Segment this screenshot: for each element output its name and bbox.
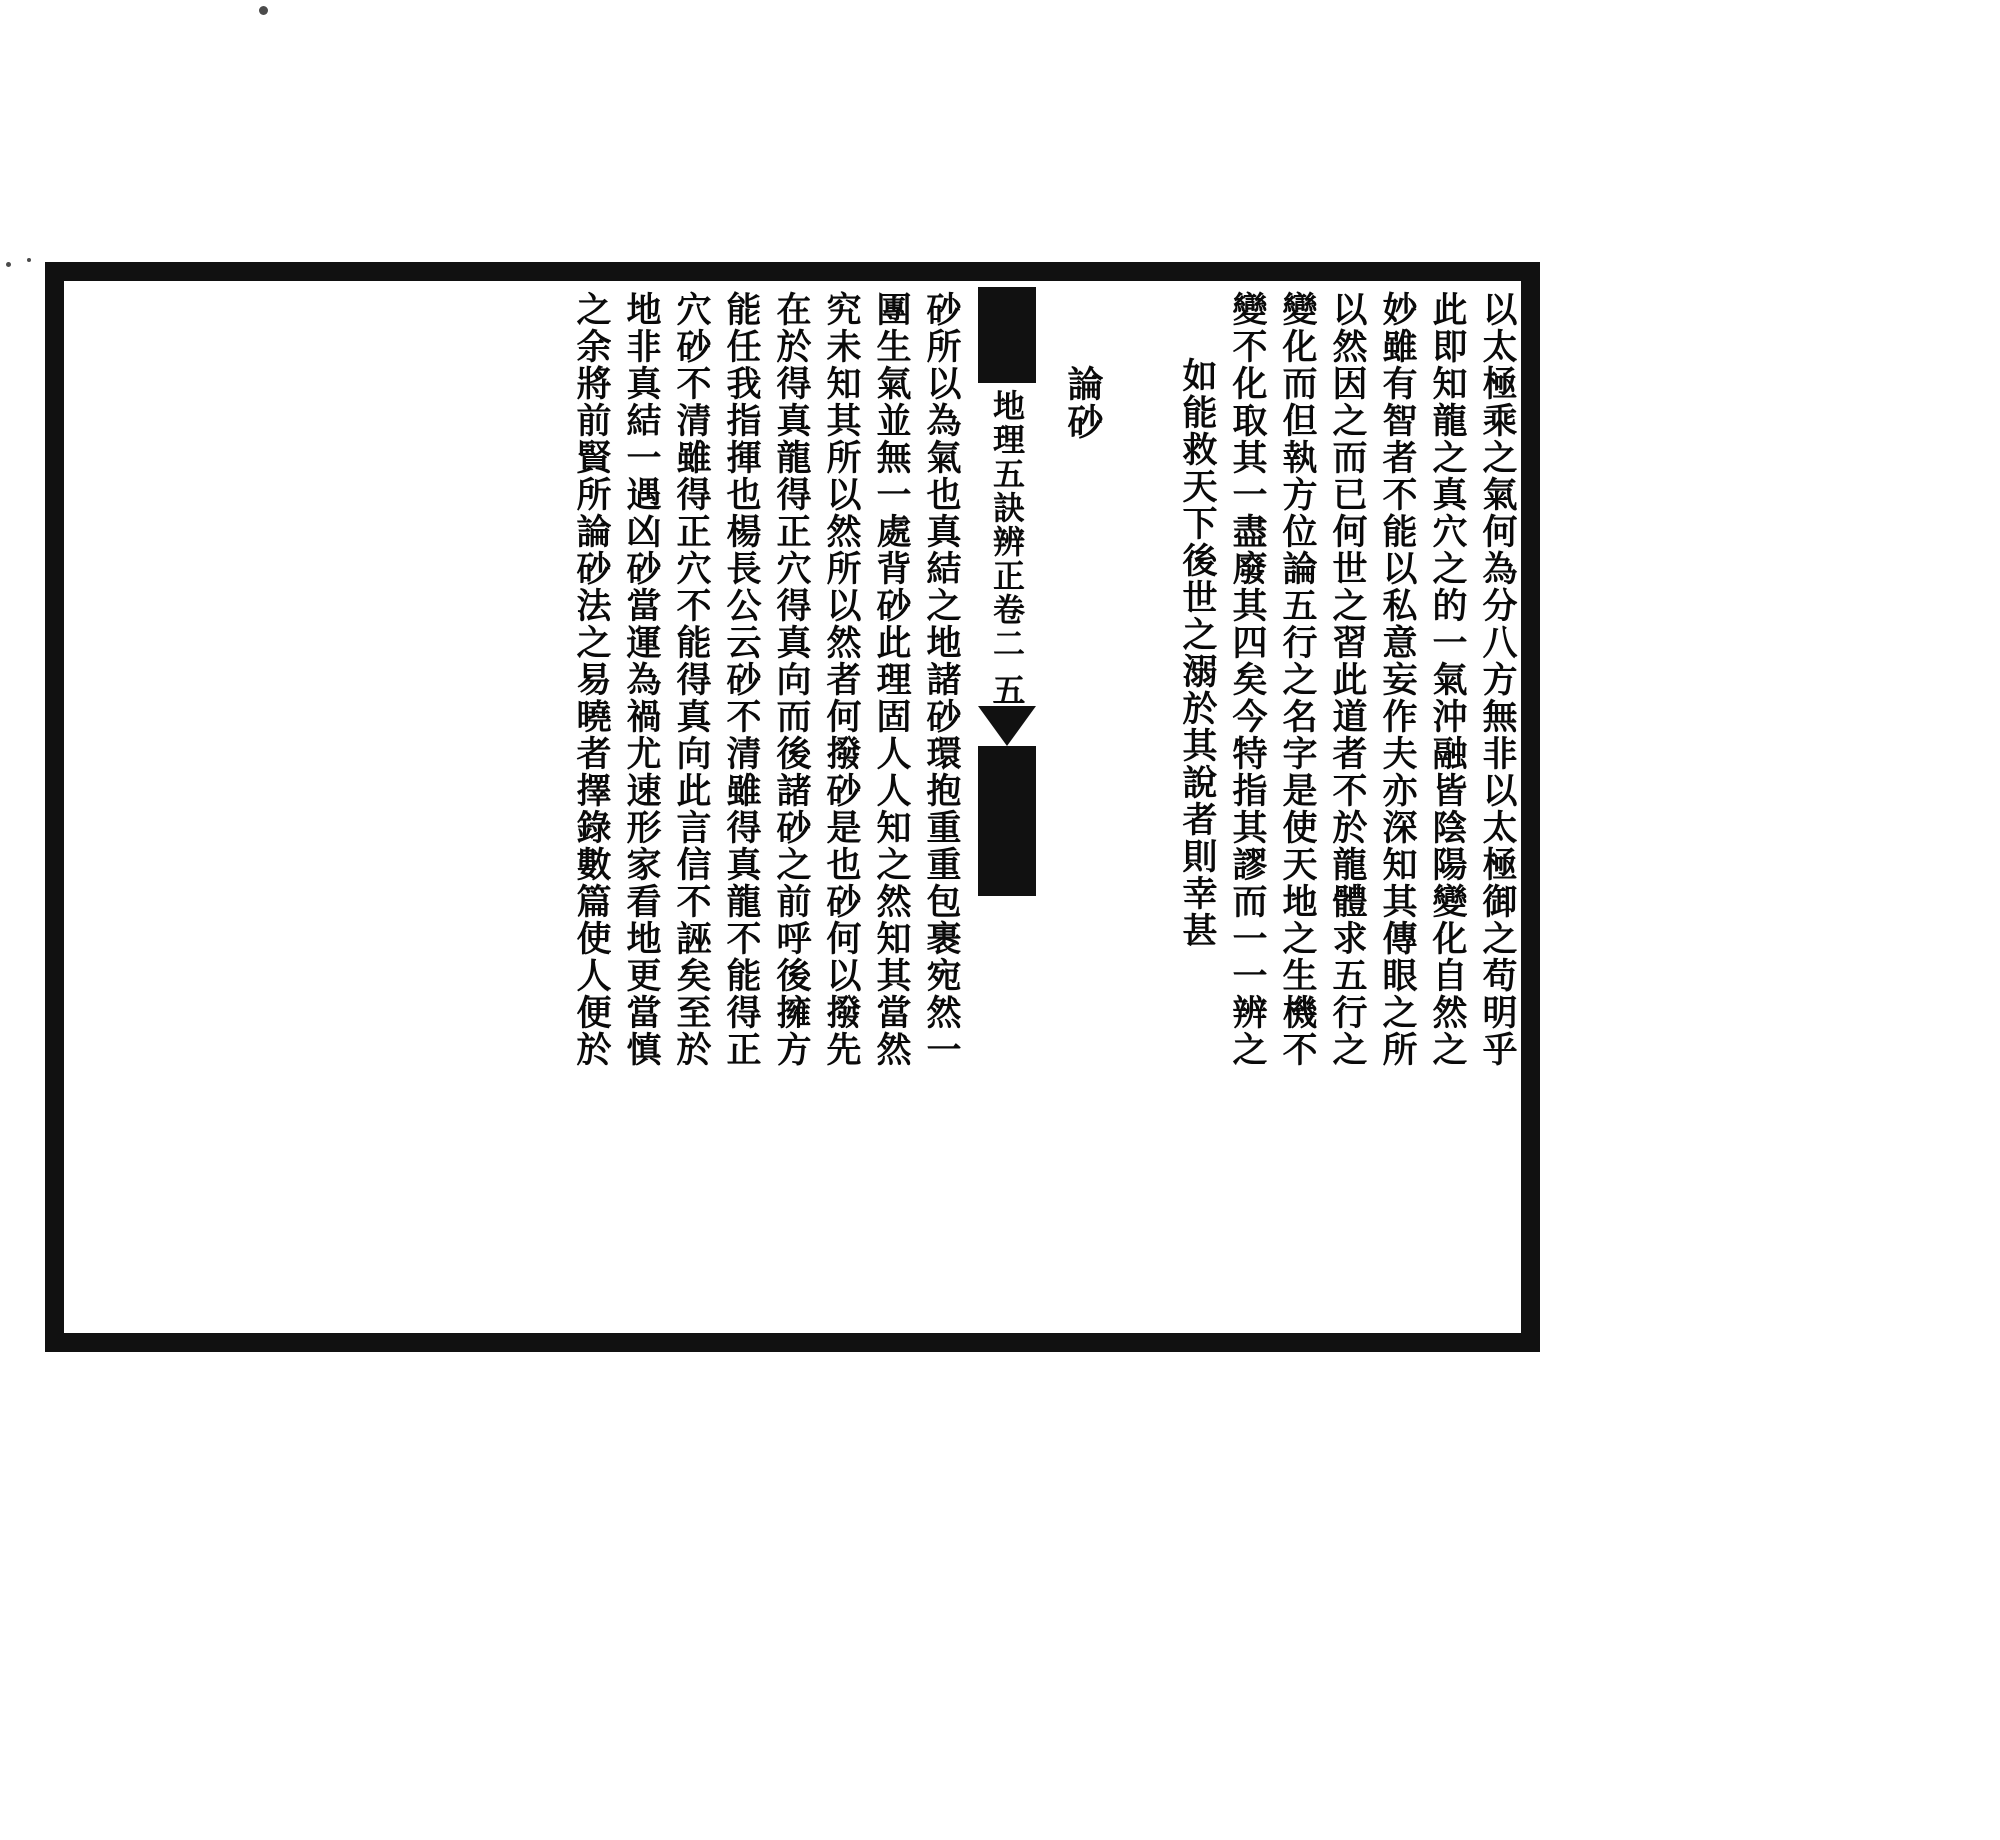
text-column-11: 團生氣並無一處背砂此理固人人知之然知其當然 <box>871 291 912 1068</box>
text-column-3: 妙雖有智者不能以私意妄作夫亦深知其傳眼之所 <box>1377 291 1418 1068</box>
text-field <box>64 281 1521 1333</box>
text-column-5: 變化而但執方位論五行之名字是使天地之生機不 <box>1277 291 1318 1068</box>
banxin-fold-strip <box>961 287 1053 1329</box>
text-column-7: 如能救天下後世之溺於其說者則幸甚 <box>1177 357 1218 949</box>
scan-speckle <box>259 6 268 15</box>
banxin-page-number: 五 <box>987 673 1027 706</box>
banxin-black-block-top <box>978 287 1036 383</box>
text-column-10: 砂所以為氣也真結之地諸砂環抱重重包裹宛然一 <box>921 291 962 1068</box>
banxin-book-title: 地理五訣辨正卷二 <box>988 389 1026 661</box>
fishtail-mark-icon <box>978 706 1036 746</box>
scan-speckle <box>6 262 11 267</box>
section-heading-column: 論砂 <box>1062 365 1104 441</box>
text-column-17: 之余將前賢所論砂法之易曉者擇錄數篇使人便於 <box>571 291 612 1068</box>
text-column-16: 地非真結一遇凶砂當運為禍尤速形家看地更當慎 <box>621 291 662 1068</box>
text-column-13: 在於得真龍得正穴得真向而後諸砂之前呼後擁方 <box>771 291 812 1068</box>
text-column-2: 此即知龍之真穴之的一氣沖融皆陰陽變化自然之 <box>1427 291 1468 1068</box>
text-column-6: 變不化取其一盡廢其四矣今特指其謬而一一辨之 <box>1227 291 1268 1068</box>
text-column-1: 以太極乘之氣何為分八方無非以太極御之苟明乎 <box>1477 291 1518 1068</box>
text-column-12: 究未知其所以然所以然者何撥砂是也砂何以撥先 <box>821 291 862 1068</box>
text-column-14: 能任我指揮也楊長公云砂不清雖得真龍不能得正 <box>721 291 762 1068</box>
text-column-8-blank <box>1103 287 1167 1329</box>
text-column-15: 穴砂不清雖得正穴不能得真向此言信不誣矣至於 <box>671 291 712 1068</box>
scan-speckle <box>27 258 31 262</box>
text-column-4: 以然因之而已何世之習此道者不於龍體求五行之 <box>1327 291 1368 1068</box>
banxin-black-block-bottom <box>978 746 1036 896</box>
woodblock-border <box>45 262 1540 1352</box>
woodblock-inner-border <box>59 276 1526 1338</box>
